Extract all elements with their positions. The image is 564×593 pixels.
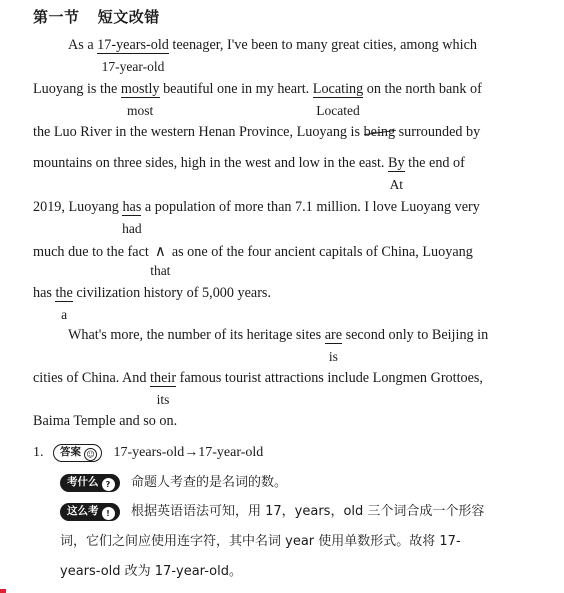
question-number: 1. bbox=[33, 445, 44, 460]
error-word bbox=[388, 155, 405, 192]
correction: At bbox=[389, 177, 404, 192]
answer-row bbox=[33, 444, 263, 462]
error-word bbox=[55, 285, 73, 322]
error-word bbox=[122, 199, 142, 236]
text: 2019, Luoyang bbox=[33, 199, 123, 215]
error-text: are bbox=[324, 327, 343, 343]
error-word bbox=[120, 81, 160, 118]
correction: is bbox=[328, 349, 338, 364]
text: beautiful one in my heart. bbox=[159, 81, 313, 97]
smile-icon: ☺ bbox=[84, 448, 97, 461]
text: as one of the four ancient capitals of China, Luoyang bbox=[171, 244, 473, 260]
badge-label: 这么考 bbox=[67, 505, 99, 517]
method-row bbox=[60, 500, 484, 521]
analysis-text: 命题人考查的是名词的数。 bbox=[131, 475, 288, 490]
method-text-3: years-old 改为 17-year-old。 bbox=[60, 564, 242, 579]
caret-symbol: ∧ bbox=[154, 244, 166, 260]
passage-line-9 bbox=[33, 370, 483, 407]
text: has bbox=[33, 285, 56, 301]
correction: most bbox=[127, 103, 154, 118]
insertion-mark bbox=[150, 242, 171, 278]
deleted-word: being bbox=[363, 124, 396, 140]
passage-line-4 bbox=[33, 155, 465, 192]
text: the end of bbox=[404, 155, 465, 171]
method-badge bbox=[60, 503, 120, 521]
error-text: Locating bbox=[312, 81, 364, 97]
text: famous tourist attractions include Longmen Grottoes, bbox=[176, 370, 483, 386]
text: much due to the fact bbox=[33, 244, 149, 260]
section-title: 短文改错 bbox=[97, 10, 160, 26]
correction: a bbox=[61, 307, 68, 322]
badge-label: 答案 bbox=[60, 446, 81, 458]
error-text: By bbox=[388, 155, 405, 171]
correction: 17-year-old bbox=[101, 59, 165, 74]
corner-mark bbox=[0, 589, 6, 593]
passage-line-3 bbox=[33, 124, 480, 141]
exclamation-icon: ! bbox=[102, 507, 115, 520]
text: Luoyang is the bbox=[33, 81, 121, 97]
error-word bbox=[97, 37, 169, 74]
section-label: 第一节 bbox=[33, 10, 80, 26]
passage-line-2 bbox=[33, 81, 482, 118]
question-icon: ? bbox=[102, 478, 115, 491]
passage-line-10: Baima Temple and so on. bbox=[33, 413, 178, 429]
section-heading bbox=[33, 6, 174, 27]
method-text-2: 词，它们之间应使用连字符，其中名词 year 使用单数形式。故将 17- bbox=[60, 534, 461, 549]
answer-text: 17-years-old→17-year-old bbox=[113, 445, 264, 460]
answer-badge bbox=[53, 444, 102, 462]
error-text: mostly bbox=[120, 81, 160, 97]
correction: Located bbox=[316, 103, 360, 118]
passage-line-7 bbox=[33, 285, 272, 322]
text: on the north bank of bbox=[363, 81, 482, 97]
error-word bbox=[150, 370, 177, 407]
text: the Luo River in the western Henan Province, Luoyang is bbox=[33, 124, 364, 140]
analysis-badge bbox=[60, 474, 120, 492]
text: civilization history of 5,000 years. bbox=[72, 285, 272, 301]
passage-line-5 bbox=[33, 199, 480, 236]
text: cities of China. And bbox=[33, 370, 151, 386]
error-word bbox=[324, 327, 343, 364]
method-text-1: 根据英语语法可知，用 17，years，old 三个词合成一个形容 bbox=[131, 504, 485, 519]
passage-line-6 bbox=[33, 242, 473, 278]
correction: had bbox=[122, 221, 142, 236]
error-text: has bbox=[122, 199, 142, 215]
error-text: the bbox=[55, 285, 73, 301]
passage-line-1 bbox=[68, 37, 477, 74]
error-text: 17-years-old bbox=[97, 37, 169, 53]
text: second only to Beijing in bbox=[342, 327, 489, 343]
text: What's more, the number of its heritage sites bbox=[68, 327, 325, 343]
analysis-row bbox=[60, 471, 287, 492]
text: mountains on three sides, high in the west and low in the east. bbox=[33, 155, 389, 171]
correction: that bbox=[150, 263, 171, 278]
text: surrounded by bbox=[395, 124, 481, 140]
text: As a bbox=[68, 37, 98, 53]
text: teenager, I've been to many great cities, among which bbox=[168, 37, 477, 53]
error-word bbox=[312, 81, 364, 118]
badge-label: 考什么 bbox=[67, 476, 99, 488]
text: a population of more than 7.1 million. I love Luoyang very bbox=[141, 199, 480, 215]
passage-line-8 bbox=[68, 327, 489, 364]
correction: its bbox=[156, 392, 170, 407]
error-text: their bbox=[150, 370, 177, 386]
